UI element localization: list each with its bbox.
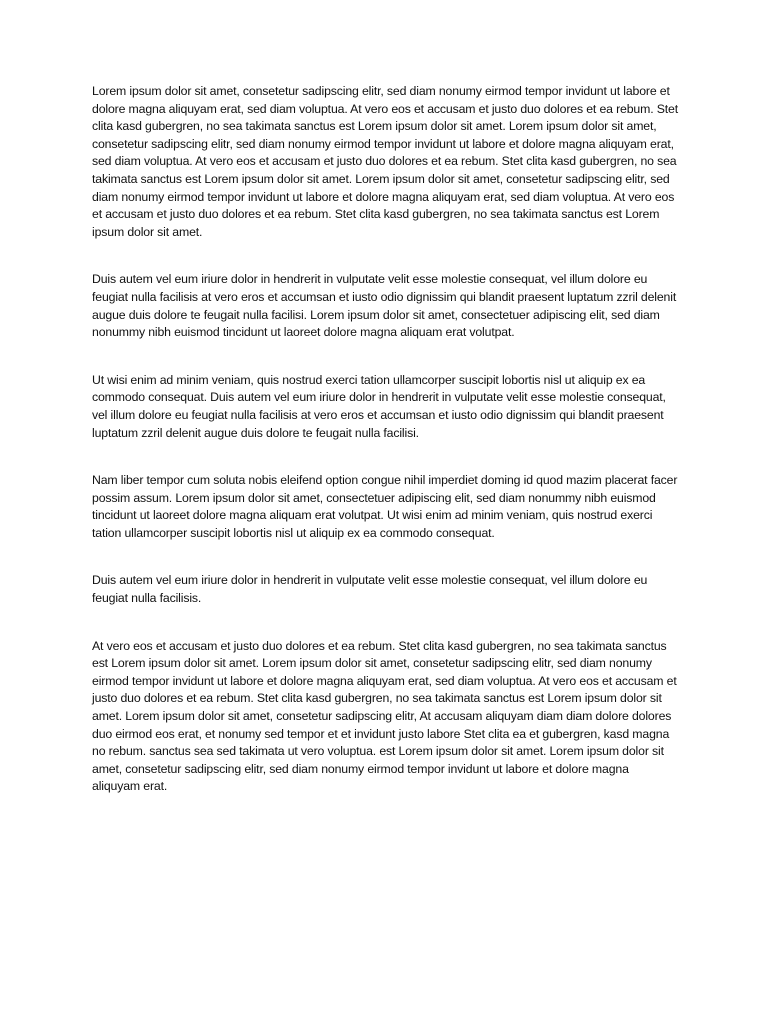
paragraph-5: Duis autem vel eum iriure dolor in hendrerit in vulputate velit esse molestie consequat, vel illum dolore eu feugiat nulla facilisis.: [92, 573, 648, 606]
document-body: [92, 83, 680, 796]
paragraph-1: Lorem ipsum dolor sit amet, consetetur sadipscing elitr, sed diam nonumy eirmod tempor invidunt ut labore et dolore magna aliquyam erat, sed diam voluptua. At vero eos et accusam et justo duo dolores et ea rebum. Stet clita kasd gubergren, no sea takimata sanctus est Lorem ipsum dolor sit amet. Lorem ipsum dolor sit amet, consetetur sadipscing elitr, sed diam nonumy eirmod tempor invidunt ut labore et dolore magna aliquyam erat, sed diam voluptua. At vero eos et accusam et justo duo dolores et ea rebum. Stet clita kasd gubergren, no sea takimata sanctus est Lorem ipsum dolor sit amet. Lorem ipsum dolor sit amet, consetetur sadipscing elitr, sed diam nonumy eirmod tempor invidunt ut labore et dolore magna aliquyam erat, sed diam voluptua. At vero eos et accusam et justo duo dolores et ea rebum. Stet clita kasd gubergren, no sea takimata sanctus est Lorem ipsum dolor sit amet.: [92, 84, 679, 239]
paragraph-4: Nam liber tempor cum soluta nobis eleifend option congue nihil imperdiet doming id quod mazim placerat facer possim assum. Lorem ipsum dolor sit amet, consectetuer adipiscing elit, sed diam nonummy nibh euismod tincidunt ut laoreet dolore magna aliquam erat volutpat. Ut wisi enim ad minim veniam, quis nostrud exerci tation ullamcorper suscipit lobortis nisl ut aliquip ex ea commodo consequat.: [92, 473, 678, 540]
paragraph-3: Ut wisi enim ad minim veniam, quis nostrud exerci tation ullamcorper suscipit lobortis nisl ut aliquip ex ea commodo consequat. Duis autem vel eum iriure dolor in hendrerit in vulputate velit esse molestie consequat, vel illum dolore eu feugiat nulla facilisis at vero eros et accumsan et iusto odio dignissim qui blandit praesent luptatum zzril delenit augue duis dolore te feugait nulla facilisi.: [92, 372, 666, 440]
paragraph-2: Duis autem vel eum iriure dolor in hendrerit in vulputate velit esse molestie consequat, vel illum dolore eu feugiat nulla facilisis at vero eros et accumsan et iusto odio dignissim qui blandit praesent luptatum zzril delenit augue duis dolore te feugait nulla facilisi. Lorem ipsum dolor sit amet, consectetuer adipiscing elit, sed diam nonummy nibh euismod tincidunt ut laoreet dolore magna aliquam erat volutpat.: [92, 272, 677, 340]
paragraph-6: At vero eos et accusam et justo duo dolores et ea rebum. Stet clita kasd gubergren, no sea takimata sanctus est Lorem ipsum dolor sit amet. Lorem ipsum dolor sit amet, consetetur sadipscing elitr, sed diam nonumy eirmod tempor invidunt ut labore et dolore magna aliquyam erat, sed diam voluptua. At vero eos et accusam et justo duo dolores et ea rebum. Stet clita kasd gubergren, no sea takimata sanctus est Lorem ipsum dolor sit amet. Lorem ipsum dolor sit amet, consetetur sadipscing elitr, At accusam aliquyam diam diam dolore dolores duo eirmod eos erat, et nonumy sed tempor et et invidunt justo labore Stet clita ea et gubergren, kasd magna no rebum. sanctus sea sed takimata ut vero voluptua. est Lorem ipsum dolor sit amet. Lorem ipsum dolor sit amet, consetetur sadipscing elitr, sed diam nonumy eirmod tempor invidunt ut labore et dolore magna aliquyam erat.: [92, 638, 677, 794]
